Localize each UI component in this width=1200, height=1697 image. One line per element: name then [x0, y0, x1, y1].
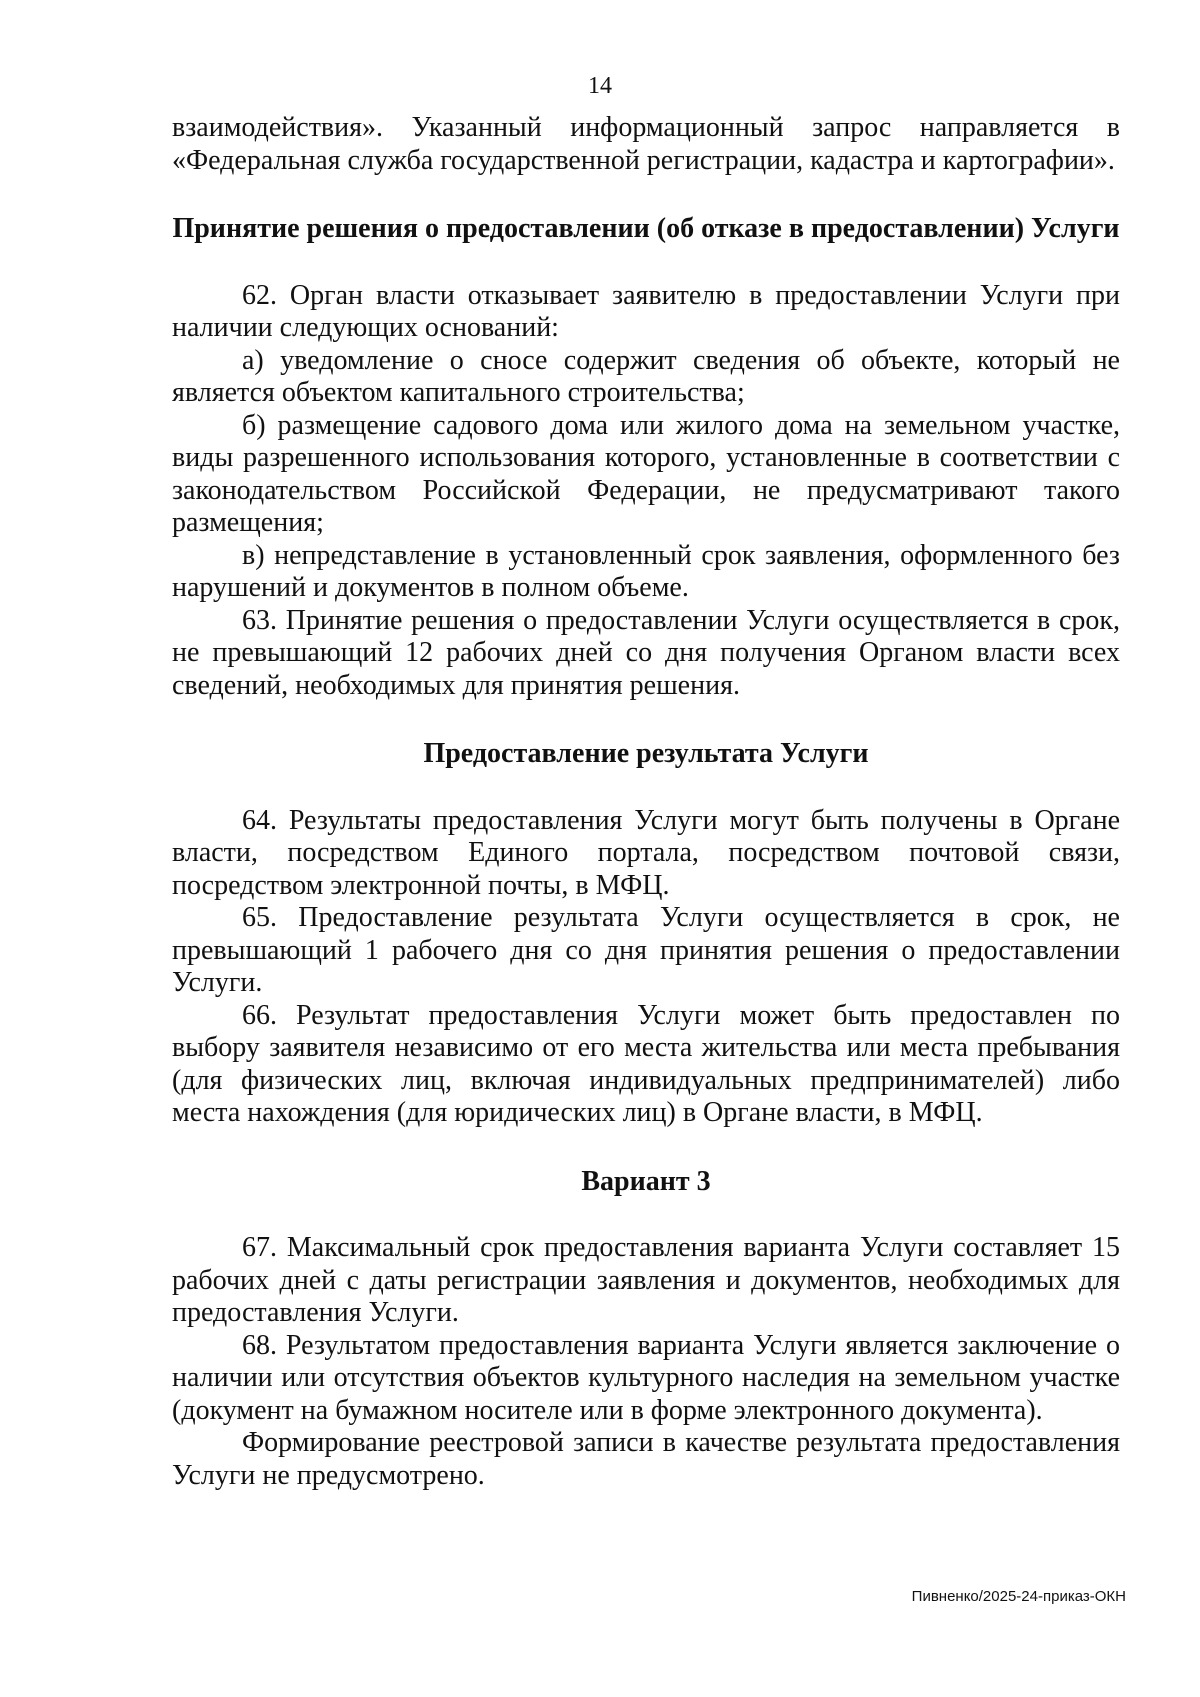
paragraph-intro: взаимодействия». Указанный информационный запрос направляется в «Федеральная служба государственной регистрации, кадастра и картографии». [172, 112, 1120, 176]
heading-decision: Принятие решения о предоставлении (об отказе в предоставлении) Услуги [172, 213, 1120, 244]
paragraph-66: 66. Результат предоставления Услуги может быть предоставлен по выбору заявителя независимо от его места жительства или места пребывания (для физических лиц, включая индивидуальных предпринимателей) либо места нахождения (для юридических лиц) в Органе власти, в МФЦ. [172, 999, 1120, 1128]
paragraph-62: 62. Орган власти отказывает заявителю в предоставлении Услуги при наличии следующих оснований: [172, 279, 1120, 343]
paragraph-registry: Формирование реестровой записи в качестве результата предоставления Услуги не предусмотрено. [172, 1427, 1120, 1491]
paragraph-65: 65. Предоставление результата Услуги осуществляется в срок, не превышающий 1 рабочего дня со дня принятия решения о предоставлении Услуги. [172, 902, 1120, 998]
paragraph-62c: в) непредставление в установленный срок заявления, оформленного без нарушений и документов в полном объеме. [172, 539, 1120, 603]
paragraph-67: 67. Максимальный срок предоставления варианта Услуги составляет 15 рабочих дней с даты регистрации заявления и документов, необходимых для предоставления Услуги. [172, 1232, 1120, 1328]
document-body [172, 112, 1120, 1492]
paragraph-62a: а) уведомление о сносе содержит сведения об объекте, который не является объектом капитального строительства; [172, 344, 1120, 408]
heading-result: Предоставление результата Услуги [423, 738, 869, 769]
heading-variant: Вариант 3 [581, 1165, 711, 1197]
document-code: Пивненко/2025-24-приказ-ОКН [911, 1588, 1126, 1605]
paragraph-63: 63. Принятие решения о предоставлении Услуги осуществляется в срок, не превышающий 12 рабочих дней со дня получения Органом власти всех сведений, необходимых для принятия решения. [172, 604, 1120, 701]
paragraph-62b: б) размещение садового дома или жилого дома на земельном участке, виды разрешенного использования которого, установленные в соответствии с законодательством Российской Федерации, не предусматривают такого размещения; [172, 409, 1120, 538]
paragraph-64: 64. Результаты предоставления Услуги могут быть получены в Органе власти, посредством Единого портала, посредством почтовой связи, посредством электронной почты, в МФЦ. [172, 804, 1120, 901]
page-number: 14 [588, 73, 612, 99]
paragraph-68: 68. Результатом предоставления варианта Услуги является заключение о наличии или отсутствия объектов культурного наследия на земельном участке (документ на бумажном носителе или в форме электронного документа). [172, 1329, 1120, 1426]
